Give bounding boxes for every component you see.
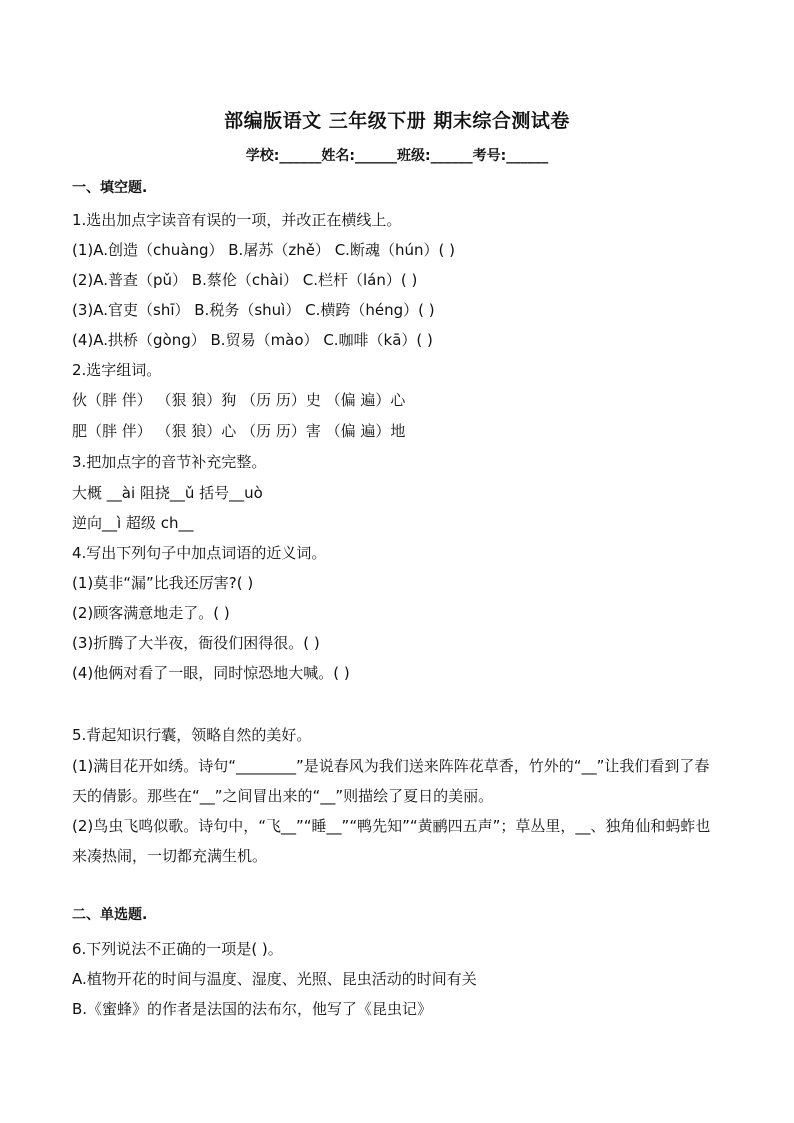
question-5-part-1: (1)满目花开如绣。诗句“________”是说春风为我们送来阵阵花草香，竹外的“__”让我们看到了春天的倩影。那些在“__”之间冒出来的“__”则描绘了夏日的美丽。 [72, 757, 710, 805]
section-heading-single-choice: 二、单选题. [72, 907, 148, 923]
question-6-option-a: A.植物开花的时间与温度、湿度、光照、昆虫活动的时间有关 [72, 970, 477, 988]
question-1-stem: 1.选出加点字读音有误的一项，并改正在横线上。 [72, 211, 402, 229]
question-4-item-1: (1)莫非“漏”比我还厉害?( ) [72, 574, 254, 592]
page-title: 部编版语文 三年级下册 期末综合测试卷 [224, 110, 570, 132]
question-4-item-3: (3)折腾了大半夜，衙役们困得很。( ) [72, 634, 320, 652]
question-4-stem: 4.写出下列句子中加点词语的近义词。 [72, 544, 327, 562]
question-4-item-4: (4)他俩对看了一眼，同时惊恐地大喊。( ) [72, 664, 350, 682]
question-2-row-1: 伙（胖 伴） （狠 狼）狗 （历 历）史 （偏 遍）心 [72, 391, 406, 409]
question-5-part-2: (2)鸟虫飞鸣似歌。诗句中，“飞__”“睡__”“鸭先知”“黄鹂四五声”；草丛里，__、独角仙和蚂蚱也来凑热闹，一切都充满生机。 [72, 817, 711, 865]
question-6-stem: 6.下列说法不正确的一项是( )。 [72, 940, 283, 958]
question-1-item-4: (4)A.拱桥（gòng） B.贸易（mào） C.咖啡（kā）( ) [72, 331, 433, 349]
question-1-item-1: (1)A.创造（chuàng） B.屠苏（zhě） C.断魂（hún）( ) [72, 241, 455, 259]
question-1-item-3: (3)A.官吏（shī） B.税务（shuì） C.横跨（héng）( ) [72, 301, 435, 319]
question-3-row-2: 逆向__ì 超级 ch__ [72, 514, 194, 532]
question-3-row-1: 大概 __ài 阻挠__ǔ 括号__uò [72, 484, 263, 502]
question-1-item-2: (2)A.普查（pǔ） B.蔡伦（chài） C.栏杆（lán）( ) [72, 271, 418, 289]
question-3-stem: 3.把加点字的音节补充完整。 [72, 453, 267, 471]
section-heading-fill-in: 一、填空题. [72, 180, 148, 196]
question-5-stem: 5.背起知识行囊，领略自然的美好。 [72, 726, 312, 744]
question-4-item-2: (2)顾客满意地走了。( ) [72, 604, 230, 622]
question-6-option-b: B.《蜜蜂》的作者是法国的法布尔，他写了《昆虫记》 [72, 1000, 433, 1018]
student-info-line: 学校:______姓名:______班级:______考号:______ [245, 148, 549, 164]
question-2-stem: 2.选字组词。 [72, 361, 162, 379]
question-2-row-2: 肥（胖 伴） （狠 狼）心 （历 历）害 （偏 遍）地 [72, 422, 406, 440]
